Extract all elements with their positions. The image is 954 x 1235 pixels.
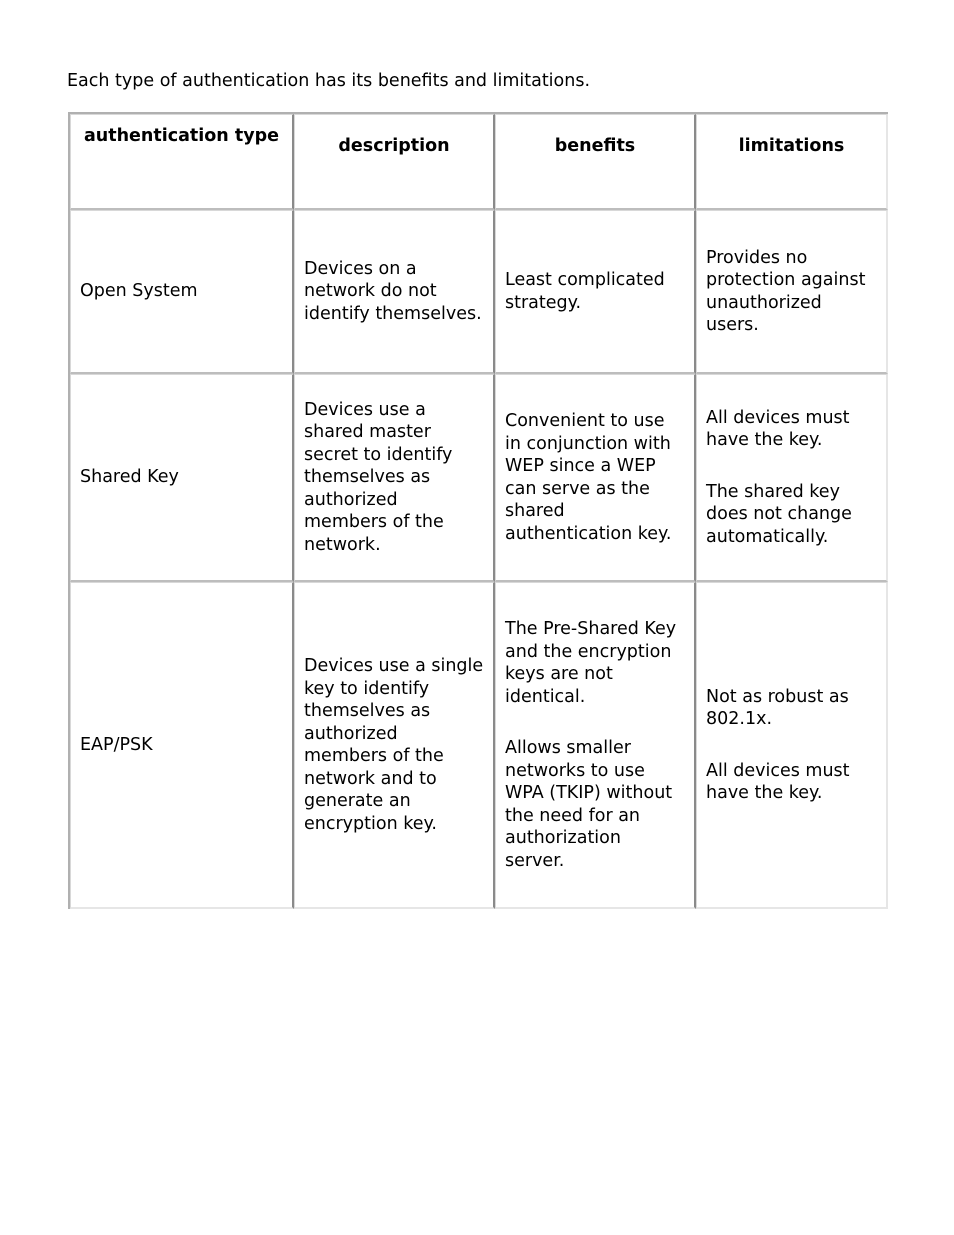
- limitations-cell: [696, 210, 888, 374]
- table-row: [70, 210, 888, 374]
- header-authentication-type: authentication type: [70, 114, 294, 210]
- description-cell: Devices on a network do not identify themselves.: [294, 210, 495, 374]
- auth-type-cell: Shared Key: [70, 374, 294, 582]
- table-row: [70, 374, 888, 582]
- table-header-row: [70, 114, 888, 210]
- limitation-text: The shared key does not change automatically.: [706, 481, 852, 547]
- description-cell: Devices use a shared master secret to identify themselves as authorized members of the network.: [294, 374, 495, 582]
- benefits-cell: [495, 210, 696, 374]
- auth-type-cell: Open System: [70, 210, 294, 374]
- authentication-types-table: [68, 112, 888, 909]
- benefits-cell: [495, 374, 696, 582]
- limitations-cell: [696, 374, 888, 582]
- benefit-text: Allows smaller networks to use WPA (TKIP) without the need for an authorization server.: [505, 738, 673, 871]
- limitation-text: Provides no protection against unauthorized users.: [706, 247, 866, 335]
- benefit-text: Convenient to use in conjunction with WEP since a WEP can serve as the shared authentication key.: [505, 411, 672, 544]
- limitation-text: All devices must have the key.: [706, 407, 850, 451]
- benefit-text: The Pre-Shared Key and the encryption keys are not identical.: [505, 619, 677, 707]
- auth-type-cell: EAP/PSK: [70, 582, 294, 909]
- benefit-text: Least complicated strategy.: [505, 270, 665, 313]
- table-row: [70, 582, 888, 909]
- header-limitations: limitations: [696, 114, 888, 210]
- limitations-cell: [696, 582, 888, 909]
- description-cell: Devices use a single key to identify themselves as authorized members of the network and to generate an encryption key.: [294, 582, 495, 909]
- header-description: description: [294, 114, 495, 210]
- intro-text: Each type of authentication has its benefits and limitations.: [67, 71, 591, 91]
- header-benefits: benefits: [495, 114, 696, 210]
- limitation-text: Not as robust as 802.1x.: [706, 686, 849, 729]
- benefits-cell: [495, 582, 696, 909]
- limitation-text: All devices must have the key.: [706, 760, 850, 803]
